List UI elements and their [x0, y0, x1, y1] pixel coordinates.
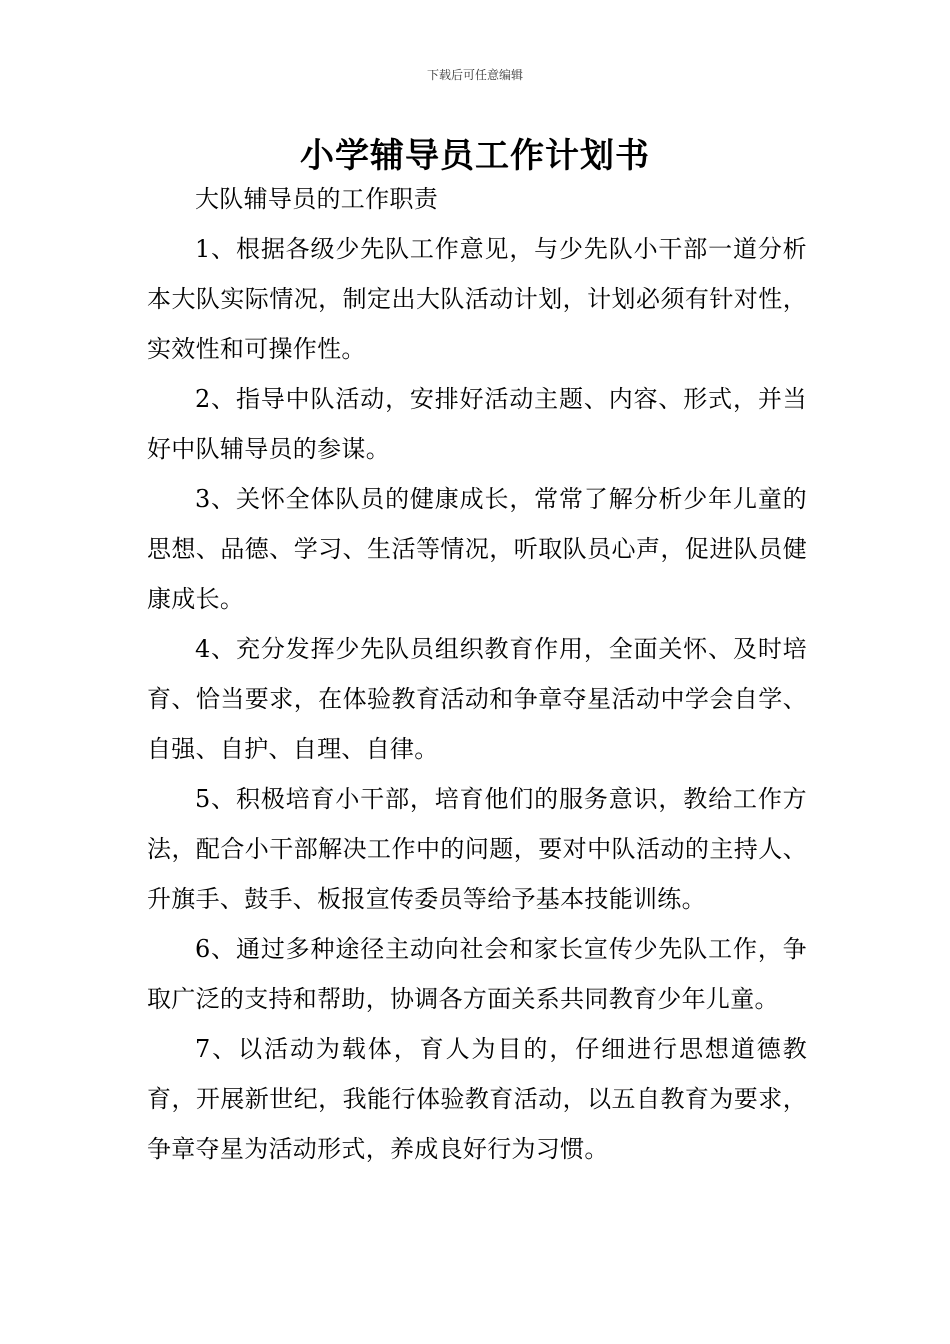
paragraph-4: 4、充分发挥少先队员组织教育作用，全面关怀、及时培育、恰当要求，在体验教育活动和争章夺星活动中学会自学、自强、自护、自理、自律。 — [147, 635, 807, 763]
paragraph-1: 1、根据各级少先队工作意见，与少先队小干部一道分析本大队实际情况，制定出大队活动计划，计划必须有针对性，实效性和可操作性。 — [147, 235, 807, 363]
paragraph-7: 7、以活动为载体，育人为目的，仔细进行思想道德教育，开展新世纪，我能行体验教育活动，以五自教育为要求，争章夺星为活动形式，养成良好行为习惯。 — [147, 1035, 807, 1163]
paragraph-5: 5、积极培育小干部，培育他们的服务意识，教给工作方法，配合小干部解决工作中的问题，要对中队活动的主持人、升旗手、鼓手、板报宣传委员等给予基本技能训练。 — [147, 785, 807, 913]
document-body — [147, 174, 807, 1174]
paragraph-3: 3、关怀全体队员的健康成长，常常了解分析少年儿童的思想、品德、学习、生活等情况，听取队员心声，促进队员健康成长。 — [147, 485, 807, 613]
document-title: 小学辅导员工作计划书 — [300, 136, 650, 176]
paragraph-2: 2、指导中队活动，安排好活动主题、内容、形式，并当好中队辅导员的参谋。 — [147, 385, 807, 463]
header-note: 下载后可任意编辑 — [426, 68, 523, 82]
paragraph-6: 6、通过多种途径主动向社会和家长宣传少先队工作，争取广泛的支持和帮助，协调各方面关系共同教育少年儿童。 — [147, 935, 807, 1013]
section-heading: 大队辅导员的工作职责 — [195, 185, 438, 213]
